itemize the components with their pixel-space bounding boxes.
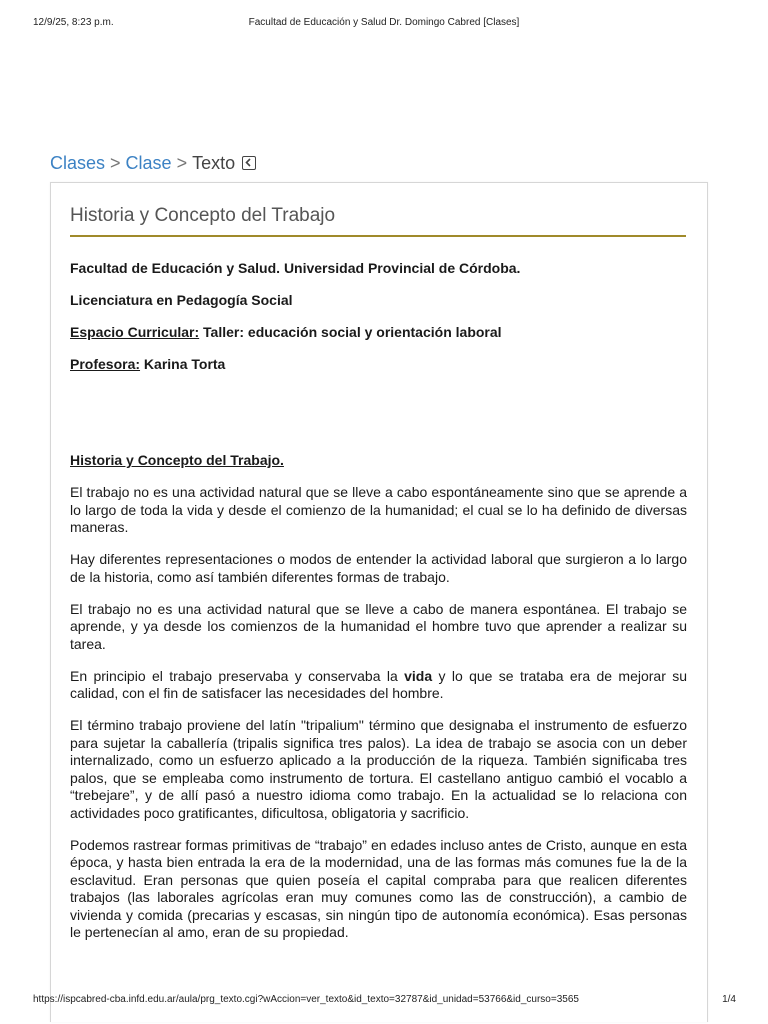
- print-footer: [0, 994, 768, 1008]
- back-icon[interactable]: [242, 156, 256, 170]
- print-header: [0, 17, 768, 31]
- degree-line: Licenciatura en Pedagogía Social: [70, 292, 293, 308]
- print-datetime: 12/9/25, 8:23 p.m.: [33, 17, 114, 28]
- paragraph: Podemos rastrear formas primitivas de “trabajo” en edades incluso antes de Cristo, aunque en esta época, y hasta bien entrada la era de la modernidad, una de las formas más comunes fue la de la esclavitud. Eran personas que quien poseía el capital compraba para que realicen diferentes trabajos (las laborales agrícolas eran muy comunes como las de construcción), a cambio de vivienda y comida (precarias y escasas, sin ningún tipo de autonomía económica). Esas personas le pertenecían al amo, eran de su propiedad.: [70, 836, 687, 940]
- teacher-value: Karina Torta: [140, 356, 226, 372]
- paragraph: El trabajo no es una actividad natural que se lleve a cabo espontáneamente sino que se aprende a lo largo de toda la vida y desde el comienzo de la humanidad; el cual se lo ha definido de diversas maneras.: [70, 484, 687, 535]
- paragraph: El término trabajo proviene del latín "tripalium" término que designaba el instrumento de esfuerzo para sujetar la caballería (tripalis significa tres palos). La idea de trabajo se asocia con un deber internalizado, como un esfuerzo aplicado a la producción de la riqueza. También significaba tres palos, que se empleaba como instrumento de tortura. El castellano antiguo cambió el vocablo a “trebejare”, y de allí pasó a nuestro idioma como trabajo. En la actualidad se lo relaciona con actividades poco gratificantes, dificultosa, obligatoria y sacrificio.: [70, 717, 687, 821]
- paragraph-text: y lo que se trataba era de mejorar su calidad, con el fin de satisfacer las necesidades del hombre.: [70, 667, 687, 701]
- subject-label: Espacio Curricular:: [70, 324, 200, 340]
- card-title: Historia y Concepto del Trabajo: [70, 205, 686, 237]
- breadcrumb-clase-link[interactable]: Clase: [125, 152, 172, 173]
- breadcrumb: [50, 150, 256, 176]
- breadcrumb-separator: >: [176, 152, 188, 173]
- breadcrumb-current: Texto: [192, 152, 236, 173]
- print-page-title: Facultad de Educación y Salud Dr. Domingo Cabred [Clases]: [248, 17, 520, 28]
- teacher-label: Profesora:: [70, 356, 141, 372]
- paragraph: Hay diferentes representaciones o modos de entender la actividad laboral que surgieron a lo largo de la historia, como así también diferentes formas de trabajo.: [70, 551, 687, 585]
- print-url: https://ispcabred-cba.infd.edu.ar/aula/prg_texto.cgi?wAccion=ver_texto&id_texto=32787&id_unidad=53766&id_curso=3565: [33, 994, 579, 1005]
- subject-value: Taller: educación social y orientación laboral: [199, 324, 502, 340]
- teacher-line: [70, 356, 687, 374]
- institution-line: Facultad de Educación y Salud. Universidad Provincial de Córdoba.: [70, 260, 521, 276]
- breadcrumb-separator: >: [110, 152, 121, 173]
- print-page-number: 1/4: [722, 994, 736, 1005]
- subject-line: [70, 324, 687, 342]
- paragraph: [70, 668, 687, 703]
- section-heading-text: Historia y Concepto del Trabajo.: [70, 452, 284, 468]
- section-heading: [70, 452, 687, 470]
- document-body: [70, 260, 687, 956]
- spacer: [70, 388, 687, 452]
- breadcrumb-clases-link[interactable]: Clases: [50, 152, 106, 173]
- paragraph: El trabajo no es una actividad natural que se lleve a cabo de manera espontánea. El trabajo se aprende, y ya desde los comienzos de la humanidad el hombre tuvo que aprender a realizar su tarea.: [70, 600, 687, 652]
- paragraph-text: En principio el trabajo preservaba y conservaba la: [70, 667, 405, 684]
- bold-word: vida: [404, 667, 433, 684]
- content-card: [50, 182, 708, 1022]
